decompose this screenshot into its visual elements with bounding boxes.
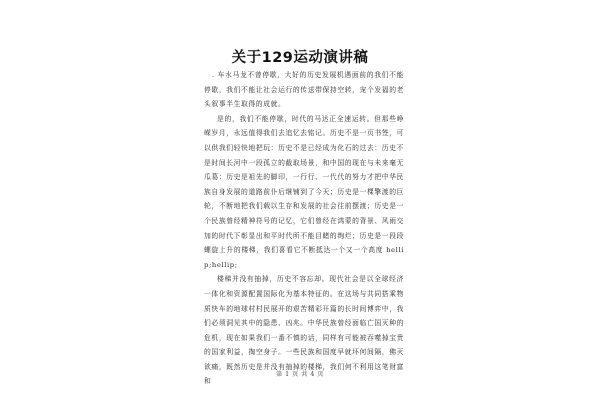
paragraph-2: 是的，我们不能停歇，时代的马达正全速运转。但那些峥嵘岁月，永远值得我们去追忆去铭记。历史不是一页书签，可以供我们轻快地把玩：历史不是已经成为化石的过去：历史不是时间长河中一段孤立的截取场景，和中国的现在与未来毫无瓜葛：历史是祖先的脚印，一行行、一代代的努力才把中华民族自身发展的道路前仆后继铺到了今天；历史是一棵擎渡的巨轮，不断地把我们载以生存和发展的社会往前摆渡；历史是一个民族曾经精神符号的记忆，它们曾经在鸿蒙的背景、风雨交加的时代下彰显出和平时代所不能目睹的绚烂；历史是一段段螺旋上升的楼梯，我们喜看它不断抵达一个又一个高度 hellip;hellip; [204,114,404,269]
page-number-footer: 第 1 页 共 4 页 [276,371,324,378]
paragraph-1: . 车水马龙不曾停歇，大好的历史发展机遇面前的我们不能停歇，我们不能让社会运行的传送带保持空转，宠个发福的老头叙事半生取得的成就。 [204,71,404,109]
document-title: 关于129运动演讲稿 [231,50,369,66]
paragraph-3: 楼梯并没有抽掉，历史不容忘却。现代社会是以全球经济一体化和资源配置国际化为基本特征的。在这场与共同搭乘物质快车的地球村村民展开的艰苦精彩开篇的长时间博弈中，我们必须洞见其中的隐患、凶兆。中华民族曾经面临亡国灭种的危机，现在如果我们一番不慎的话，同样有可能被吞噬掉宝贵的国家利益，掏空身子。一些民族和国度早就坏何间隔，佛灭欲痛，既然历史是并没有抽掉的楼梯，我们何不利用这笔财富和 [204,275,404,386]
document-body [204,68,404,389]
